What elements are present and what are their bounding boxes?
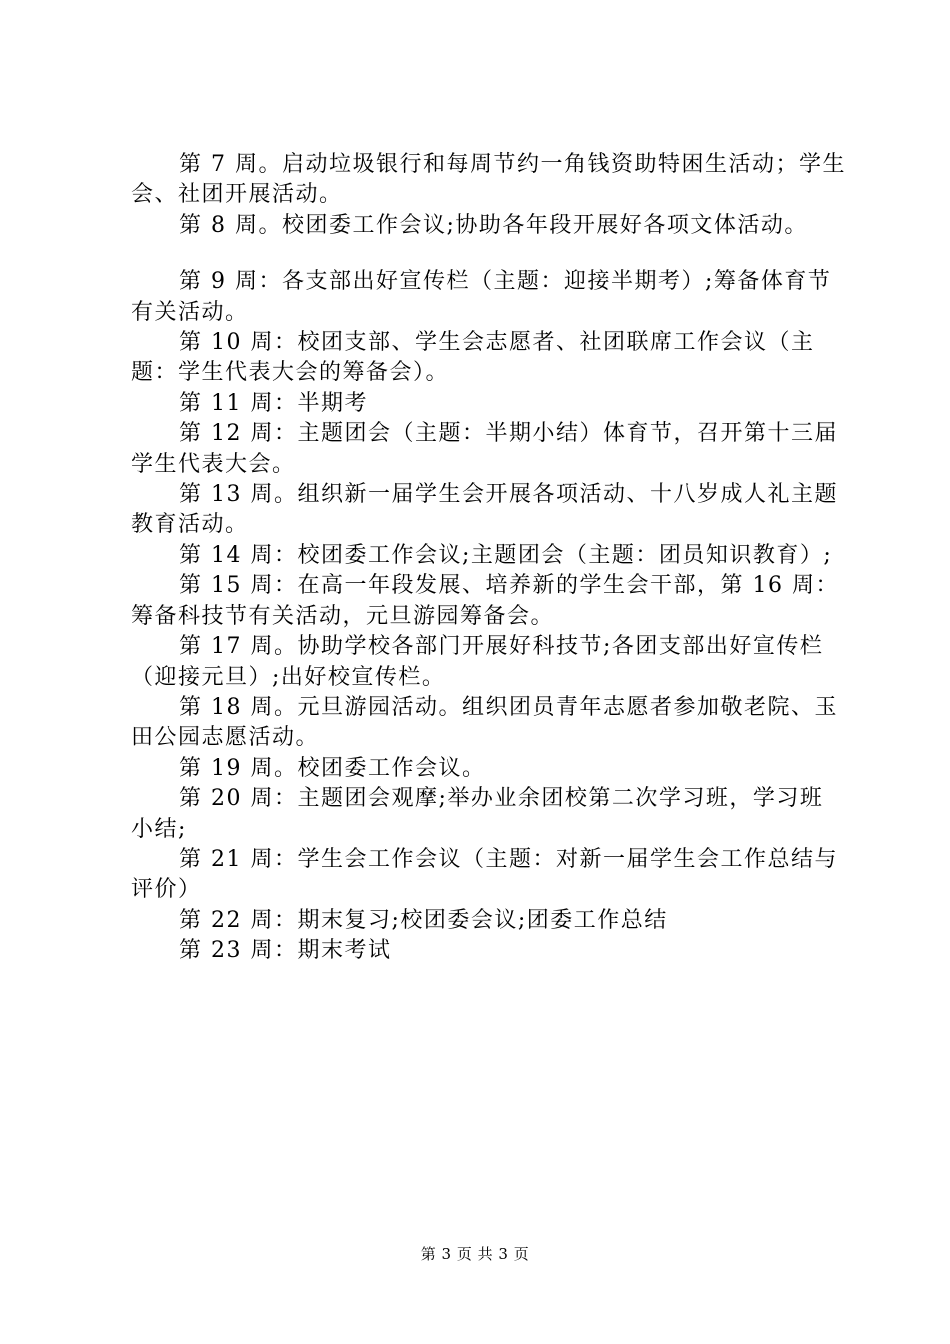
paragraph-week-13: 第 13 周。组织新一届学生会开展各项活动、十八岁成人礼主题教育活动。	[131, 482, 838, 538]
paragraph-week-22: 第 22 周：期末复习;校团委会议;团委工作总结	[179, 907, 668, 933]
paragraph-week-7: 第 7 周。启动垃圾银行和每周节约一角钱资助特困生活动；学生会、社团开展活动。	[131, 152, 846, 208]
paragraph-week-12: 第 12 周：主题团会（主题：半期小结）体育节，召开第十三届学生代表大会。	[131, 421, 838, 477]
paragraph-week-17: 第 17 周。协助学校各部门开展好科技节;各团支部出好宣传栏（迎接元旦）;出好校宣传栏。	[131, 634, 824, 690]
paragraph-week-14: 第 14 周：校团委工作会议;主题团会（主题：团员知识教育）;	[179, 542, 833, 568]
paragraph-week-20: 第 20 周：主题团会观摩;举办业余团校第二次学习班，学习班小结;	[131, 786, 824, 842]
paragraph-week-9: 第 9 周：各支部出好宣传栏（主题：迎接半期考）;筹备体育节有关活动。	[131, 269, 832, 325]
document-body	[131, 150, 846, 967]
page-footer: 第 3 页 共 3 页	[420, 1245, 530, 1263]
paragraph-week-21: 第 21 周：学生会工作会议（主题：对新一届学生会工作总结与评价）	[131, 846, 838, 903]
paragraph-week-10: 第 10 周：校团支部、学生会志愿者、社团联席工作会议（主题：学生代表大会的筹备会）。	[131, 330, 815, 386]
paragraph-week-8: 第 8 周。校团委工作会议;协助各年段开展好各项文体活动。	[179, 212, 808, 238]
paragraph-week-15: 第 15 周：在高一年段发展、培养新的学生会干部，第 16 周：筹备科技节有关活动，元旦游园筹备会。	[131, 573, 839, 629]
paragraph-week-11: 第 11 周：半期考	[179, 390, 368, 416]
paragraph-week-19: 第 19 周。校团委工作会议。	[179, 755, 486, 781]
paragraph-week-18: 第 18 周。元旦游园活动。组织团员青年志愿者参加敬老院、玉田公园志愿活动。	[131, 694, 838, 751]
paragraph-week-23: 第 23 周：期末考试	[179, 938, 392, 964]
